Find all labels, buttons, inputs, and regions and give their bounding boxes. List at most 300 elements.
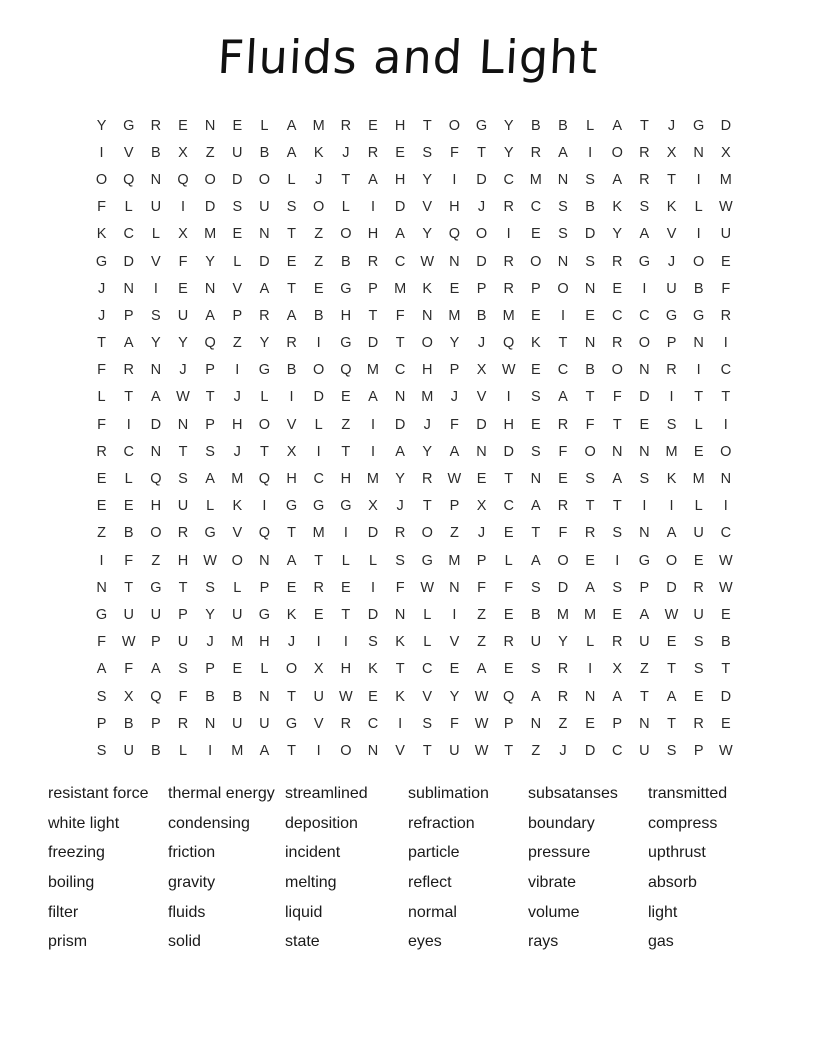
grid-letter: S <box>368 634 378 651</box>
grid-letter: O <box>665 552 678 569</box>
grid-letter: N <box>476 443 487 460</box>
grid-letter: R <box>340 715 352 732</box>
word-list-item: particle <box>408 844 460 862</box>
grid-letter: T <box>639 688 649 705</box>
grid-letter: G <box>150 579 162 596</box>
grid-letter: Y <box>503 117 514 134</box>
grid-letter: H <box>503 416 514 433</box>
word-list-item: light <box>648 903 678 921</box>
grid-letter: L <box>260 389 269 406</box>
grid-letter: L <box>124 471 133 488</box>
grid-letter: U <box>232 606 243 623</box>
grid-letter: S <box>530 389 541 406</box>
grid-letter: Z <box>232 335 242 352</box>
grid-letter: G <box>258 362 271 379</box>
grid-letter: O <box>557 280 569 297</box>
grid-letter: O <box>557 552 569 569</box>
grid-letter: O <box>95 171 108 188</box>
grid-letter: P <box>449 498 460 515</box>
word-list-item: rays <box>528 933 559 951</box>
grid-letter: W <box>203 552 217 569</box>
word-list-item: boundary <box>528 814 595 832</box>
grid-letter: R <box>177 715 189 732</box>
grid-letter: N <box>259 226 270 243</box>
grid-letter: H <box>394 171 406 188</box>
grid-letter: U <box>693 525 704 542</box>
grid-letter: U <box>693 606 704 623</box>
grid-letter: S <box>639 199 650 216</box>
grid-letter: M <box>231 634 244 651</box>
grid-letter: U <box>177 307 189 324</box>
grid-letter: X <box>612 661 623 678</box>
grid-letter: Z <box>97 525 106 542</box>
grid-letter: R <box>367 253 379 270</box>
grid-letter: I <box>370 443 375 460</box>
grid-letter: R <box>150 117 162 134</box>
grid-letter: A <box>612 471 623 488</box>
grid-letter: O <box>340 742 352 759</box>
grid-letter: Q <box>150 688 162 705</box>
grid-letter: T <box>422 742 432 759</box>
grid-letter: E <box>286 253 297 270</box>
grid-letter: I <box>316 742 321 759</box>
grid-letter: B <box>123 525 134 542</box>
grid-letter: F <box>721 280 731 297</box>
grid-letter: A <box>259 742 270 759</box>
word-search-grid <box>88 112 739 765</box>
grid-letter: M <box>529 171 542 188</box>
grid-letter: L <box>368 552 378 569</box>
grid-letter: N <box>693 144 704 161</box>
grid-letter: U <box>639 742 650 759</box>
grid-letter: S <box>395 552 405 569</box>
grid-letter: I <box>642 498 647 515</box>
grid-letter: E <box>96 498 107 515</box>
grid-letter: X <box>476 498 487 515</box>
grid-letter: B <box>530 606 541 623</box>
grid-letter: Y <box>422 443 433 460</box>
word-list-column <box>285 779 408 957</box>
grid-letter: Q <box>258 471 271 488</box>
grid-letter: O <box>313 362 325 379</box>
grid-letter: B <box>313 307 324 324</box>
grid-letter: D <box>367 335 379 352</box>
grid-letter: L <box>694 416 703 433</box>
grid-letter: L <box>206 498 215 515</box>
grid-letter: T <box>287 688 296 705</box>
grid-letter: W <box>176 389 190 406</box>
word-list-item: condensing <box>168 814 250 832</box>
grid-letter: I <box>316 335 321 352</box>
grid-letter: B <box>205 688 215 705</box>
grid-letter: E <box>232 661 243 678</box>
grid-letter: L <box>287 171 296 188</box>
grid-letter: E <box>96 471 107 488</box>
grid-letter: N <box>204 715 216 732</box>
grid-letter: B <box>693 280 704 297</box>
word-list-item: freezing <box>48 844 105 862</box>
grid-letter: O <box>231 552 243 569</box>
grid-letter: B <box>286 362 297 379</box>
grid-letter: L <box>260 661 269 678</box>
grid-letter: C <box>530 199 542 216</box>
grid-letter: S <box>666 742 677 759</box>
grid-letter: N <box>639 715 650 732</box>
grid-letter: M <box>556 606 569 623</box>
grid-letter: I <box>343 634 348 651</box>
word-list-item: solid <box>168 933 201 951</box>
grid-letter: X <box>368 498 378 515</box>
grid-letter: P <box>205 362 215 379</box>
grid-letter: E <box>286 579 297 596</box>
grid-letter: E <box>585 715 595 732</box>
grid-letter: N <box>449 579 460 596</box>
word-list-item: incident <box>285 844 341 862</box>
grid-letter: G <box>95 253 108 270</box>
grid-letter: L <box>586 634 595 651</box>
grid-letter: Q <box>448 226 461 243</box>
grid-letter: U <box>150 606 162 623</box>
grid-letter: H <box>340 307 352 324</box>
grid-letter: P <box>205 661 215 678</box>
grid-letter: S <box>286 199 297 216</box>
grid-letter: I <box>343 525 348 542</box>
grid-letter: Q <box>204 335 216 352</box>
grid-letter: A <box>395 226 405 243</box>
grid-letter: I <box>696 226 701 243</box>
grid-letter: O <box>150 525 162 542</box>
grid-letter: R <box>286 335 297 352</box>
grid-letter: I <box>696 171 701 188</box>
grid-letter: N <box>150 362 162 379</box>
grid-letter: E <box>449 280 460 297</box>
grid-letter: Z <box>558 715 568 732</box>
word-list-item: normal <box>408 903 457 921</box>
grid-letter: T <box>612 498 622 515</box>
grid-letter: O <box>340 226 352 243</box>
grid-letter: W <box>121 634 136 651</box>
grid-letter: L <box>124 199 133 216</box>
grid-letter: O <box>720 443 732 460</box>
grid-letter: A <box>259 280 270 297</box>
grid-letter: U <box>449 742 460 759</box>
grid-letter: B <box>151 144 161 161</box>
grid-letter: L <box>504 552 513 569</box>
word-list-item: resistant force <box>48 784 149 802</box>
grid-letter: W <box>420 579 435 596</box>
grid-letter: N <box>177 416 189 433</box>
grid-letter: T <box>287 742 296 759</box>
grid-letter: E <box>395 144 405 161</box>
grid-letter: E <box>449 661 460 678</box>
grid-letter: N <box>584 688 596 705</box>
grid-letter: P <box>666 335 677 352</box>
grid-letter: R <box>503 199 514 216</box>
grid-letter: S <box>666 416 677 433</box>
grid-letter: O <box>258 171 271 188</box>
grid-letter: U <box>123 606 134 623</box>
word-list-item: streamlined <box>285 784 368 802</box>
grid-letter: A <box>476 661 487 678</box>
grid-letter: T <box>395 661 405 678</box>
grid-letter: I <box>126 416 131 433</box>
page-title: Fluids and Light <box>216 30 600 84</box>
word-list-item: transmitted <box>648 784 728 802</box>
grid-letter: E <box>178 117 188 134</box>
grid-letter: K <box>666 199 677 216</box>
grid-letter: G <box>638 552 651 569</box>
grid-letter: H <box>394 117 406 134</box>
grid-letter: A <box>368 389 378 406</box>
grid-letter: I <box>588 144 593 161</box>
grid-letter: A <box>286 307 297 324</box>
grid-letter: F <box>449 144 459 161</box>
word-list-item: gravity <box>168 873 216 891</box>
grid-letter: I <box>180 199 185 216</box>
grid-letter: G <box>340 280 352 297</box>
grid-letter: O <box>258 416 271 433</box>
grid-letter: P <box>205 416 215 433</box>
grid-letter: V <box>476 389 487 406</box>
grid-letter: P <box>503 715 514 732</box>
grid-letter: Y <box>503 144 514 161</box>
grid-letter: J <box>667 117 676 134</box>
grid-letter: T <box>368 307 378 324</box>
grid-letter: Y <box>205 606 215 623</box>
grid-letter: G <box>285 715 298 732</box>
grid-letter: S <box>558 226 568 243</box>
grid-letter: E <box>585 552 595 569</box>
grid-letter: C <box>123 226 134 243</box>
grid-letter: A <box>530 498 541 515</box>
grid-letter: T <box>667 661 676 678</box>
grid-letter: R <box>503 280 514 297</box>
grid-letter: U <box>259 715 270 732</box>
word-list-item: melting <box>285 873 337 891</box>
grid-letter: N <box>123 280 134 297</box>
grid-letter: C <box>394 362 406 379</box>
grid-letter: A <box>205 471 215 488</box>
grid-letter: W <box>664 606 679 623</box>
grid-letter: J <box>477 335 486 352</box>
grid-letter: A <box>151 661 161 678</box>
grid-letter: N <box>557 171 569 188</box>
grid-letter: F <box>97 634 106 651</box>
grid-letter: W <box>474 715 489 732</box>
grid-letter: T <box>721 389 731 406</box>
grid-letter: N <box>530 715 542 732</box>
grid-letter: P <box>123 307 134 324</box>
grid-letter: N <box>259 552 270 569</box>
grid-letter: K <box>313 144 324 161</box>
grid-letter: K <box>612 199 623 216</box>
grid-letter: E <box>503 661 514 678</box>
grid-letter: J <box>450 389 459 406</box>
grid-letter: F <box>612 389 622 406</box>
grid-letter: F <box>558 525 568 542</box>
grid-letter: K <box>395 634 405 651</box>
grid-letter: N <box>367 742 379 759</box>
grid-letter: F <box>449 416 459 433</box>
word-list-item: refraction <box>408 814 475 832</box>
grid-letter: R <box>612 335 623 352</box>
grid-letter: I <box>370 416 375 433</box>
word-list-column <box>648 779 768 957</box>
grid-letter: M <box>421 389 434 406</box>
grid-letter: E <box>178 280 188 297</box>
grid-letter: T <box>694 389 704 406</box>
grid-letter: D <box>476 253 487 270</box>
grid-letter: Q <box>150 471 162 488</box>
word-list-item: volume <box>528 903 580 921</box>
grid-letter: S <box>558 199 568 216</box>
grid-letter: B <box>259 144 270 161</box>
grid-letter: X <box>666 144 677 161</box>
grid-letter: W <box>718 742 733 759</box>
grid-letter: P <box>178 606 188 623</box>
grid-letter: C <box>612 307 623 324</box>
grid-letter: T <box>667 715 676 732</box>
word-list-item: gas <box>648 933 674 951</box>
grid-letter: J <box>287 634 296 651</box>
grid-letter: D <box>720 117 732 134</box>
grid-letter: R <box>557 688 569 705</box>
grid-letter: E <box>530 226 541 243</box>
grid-letter: R <box>123 362 134 379</box>
grid-letter: M <box>502 307 515 324</box>
grid-letter: I <box>370 579 375 596</box>
grid-letter: B <box>558 117 568 134</box>
grid-letter: T <box>124 579 134 596</box>
grid-letter: M <box>394 280 407 297</box>
grid-letter: R <box>639 144 650 161</box>
grid-letter: R <box>340 117 352 134</box>
grid-letter: U <box>313 688 324 705</box>
grid-letter: T <box>341 171 351 188</box>
grid-letter: T <box>504 471 514 488</box>
grid-letter: V <box>449 634 460 651</box>
grid-letter: J <box>477 199 486 216</box>
grid-letter: P <box>476 280 487 297</box>
grid-letter: T <box>531 525 541 542</box>
grid-letter: F <box>477 579 486 596</box>
grid-letter: S <box>205 579 215 596</box>
grid-letter: E <box>720 253 731 270</box>
grid-letter: B <box>585 199 595 216</box>
grid-letter: A <box>286 144 297 161</box>
grid-letter: Q <box>503 688 515 705</box>
grid-letter: D <box>259 253 270 270</box>
grid-letter: I <box>723 498 728 515</box>
grid-letter: D <box>476 171 487 188</box>
grid-letter: A <box>123 335 134 352</box>
grid-letter: L <box>341 199 350 216</box>
grid-letter: H <box>422 362 433 379</box>
grid-letter: C <box>313 471 324 488</box>
grid-letter: D <box>394 416 406 433</box>
grid-letter: J <box>667 253 676 270</box>
grid-letter: Z <box>477 634 486 651</box>
grid-letter: I <box>316 443 321 460</box>
grid-letter: U <box>232 715 243 732</box>
grid-letter: E <box>612 606 623 623</box>
grid-letter: E <box>503 606 514 623</box>
grid-letter: N <box>259 688 270 705</box>
grid-letter: A <box>449 443 460 460</box>
grid-letter: G <box>95 606 108 623</box>
grid-letter: E <box>720 606 731 623</box>
grid-letter: N <box>639 443 650 460</box>
grid-letter: T <box>612 416 622 433</box>
grid-letter: A <box>558 144 568 161</box>
grid-letter: F <box>124 552 134 569</box>
grid-letter: X <box>476 362 487 379</box>
grid-letter: N <box>639 362 650 379</box>
word-list-item: filter <box>48 903 79 921</box>
grid-letter: M <box>448 307 461 324</box>
grid-letter: H <box>286 471 297 488</box>
grid-letter: X <box>123 688 134 705</box>
grid-letter: W <box>718 199 733 216</box>
grid-letter: S <box>96 688 107 705</box>
grid-letter: F <box>97 362 106 379</box>
grid-letter: Y <box>449 688 460 705</box>
grid-letter: U <box>123 742 134 759</box>
grid-letter: W <box>338 688 353 705</box>
grid-letter: M <box>665 443 678 460</box>
grid-letter: R <box>422 471 433 488</box>
grid-letter: A <box>96 661 107 678</box>
grid-letter: J <box>97 307 106 324</box>
grid-letter: R <box>639 171 650 188</box>
grid-letter: V <box>313 715 324 732</box>
grid-letter: S <box>205 443 215 460</box>
grid-letter: K <box>232 498 243 515</box>
grid-letter: C <box>720 525 732 542</box>
grid-letter: T <box>287 280 296 297</box>
grid-letter: Z <box>314 253 324 270</box>
grid-letter: R <box>584 525 596 542</box>
grid-letter: O <box>421 335 433 352</box>
grid-letter: Y <box>395 471 405 488</box>
grid-letter: A <box>205 307 215 324</box>
grid-letter: W <box>718 579 733 596</box>
grid-letter: G <box>693 307 705 324</box>
grid-letter: F <box>395 579 405 596</box>
grid-letter: I <box>506 226 511 243</box>
grid-letter: A <box>639 226 650 243</box>
grid-letter: O <box>285 661 298 678</box>
word-list-item: subsatanses <box>528 784 618 802</box>
grid-letter: O <box>530 253 542 270</box>
grid-letter: P <box>476 552 487 569</box>
grid-letter: M <box>366 362 380 379</box>
grid-letter: M <box>312 525 325 542</box>
grid-letter: Q <box>177 171 189 188</box>
grid-letter: P <box>368 280 378 297</box>
grid-letter: Y <box>449 335 460 352</box>
grid-letter: A <box>286 117 297 134</box>
grid-letter: M <box>366 471 380 488</box>
grid-letter: R <box>693 715 704 732</box>
grid-letter: L <box>178 742 188 759</box>
word-list <box>48 779 768 957</box>
grid-letter: Z <box>151 552 161 569</box>
grid-letter: R <box>367 144 379 161</box>
grid-letter: O <box>611 362 623 379</box>
grid-letter: M <box>692 471 705 488</box>
grid-letter: T <box>314 552 324 569</box>
